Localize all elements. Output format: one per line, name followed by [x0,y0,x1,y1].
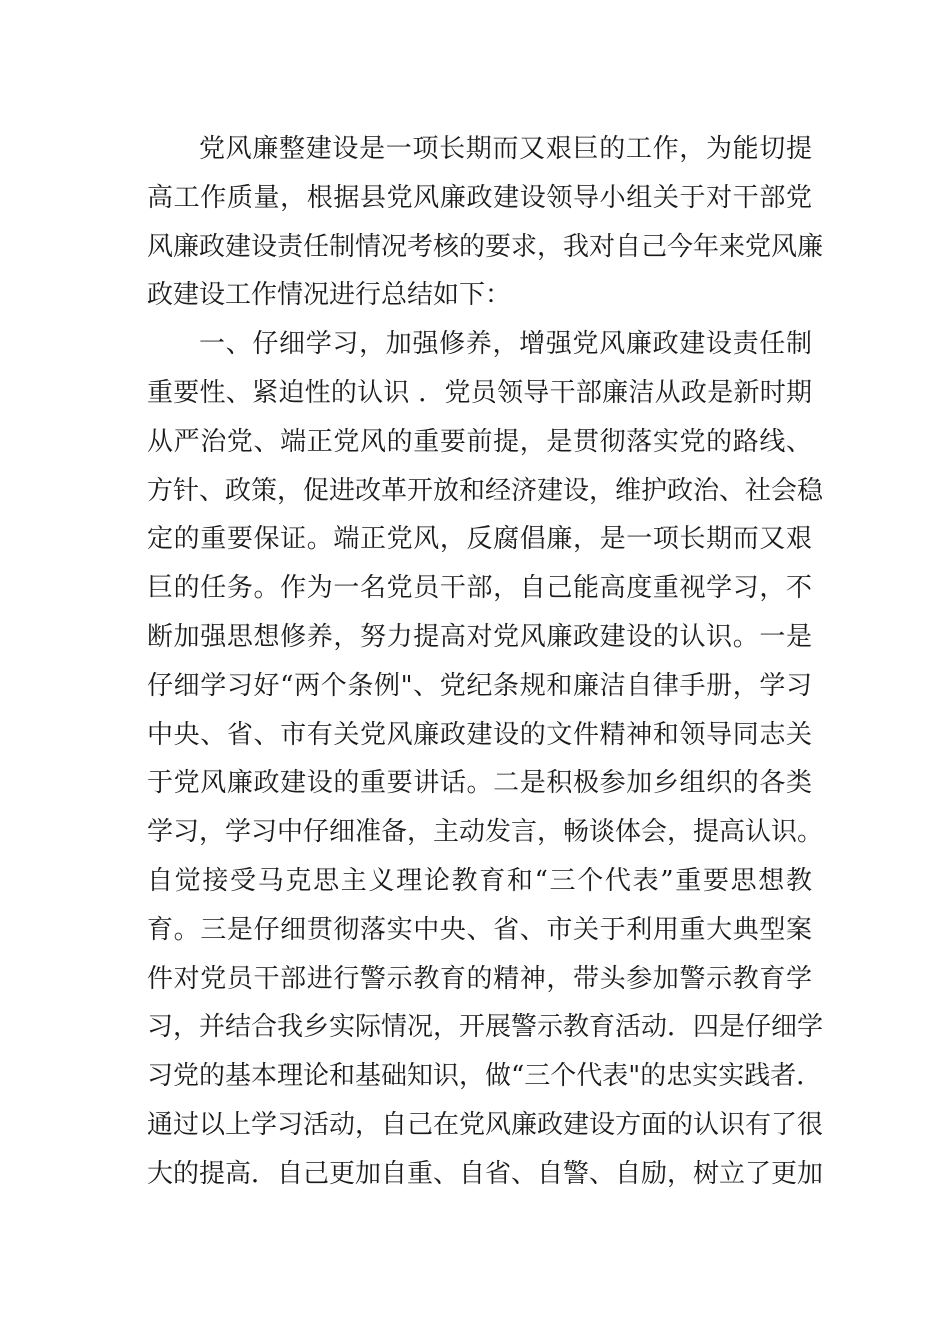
text-line: 育。三是仔细贯彻落实中央、省、市关于利用重大典型案 [147,914,812,945]
text-line: 件对党员干部进行警示教育的精神，带头参加警示教育学 [147,963,812,994]
text-line: 巨的任务。作为一名党员干部，自己能高度重视学习，不 [147,573,812,604]
text-line: 方针、政策，促进改革开放和经济建设，维护政治、社会稳 [147,475,824,506]
text-line: 重要性、紧迫性的认识 ．党员领导干部廉洁从政是新时期 [147,377,812,408]
text-line: 政建设工作情况进行总结如下： [147,280,512,311]
text-line: 自觉接受马克思主义理论教育和“三个代表”重要思想教 [147,865,812,896]
text-line: 断加强思想修养，努力提高对党风廉政建设的认识。一是 [147,621,812,652]
text-line: 习，并结合我乡实际情况，开展警示教育活动．四是仔细学 [147,1012,824,1043]
text-line: 习党的基本理论和基础知识，做“三个代表"的忠实实践者． [147,1061,823,1092]
text-line: 从严治党、端正党风的重要前提，是贯彻落实党的路线、 [147,426,812,457]
text-line: 仔细学习好“两个条例"、党纪条规和廉洁自律手册，学习 [147,670,812,701]
text-line: 风廉政建设责任制情况考核的要求，我对自己今年来党风廉 [147,231,824,262]
text-line: 学习，学习中仔细准备，主动发言，畅谈体会，提高认识。 [147,817,824,848]
text-line: 高工作质量，根据县党风廉政建设领导小组关于对干部党 [147,182,812,213]
text-line: 于党风廉政建设的重要讲话。二是积极参加乡组织的各类 [147,768,812,799]
text-line: 党风廉整建设是一项长期而又艰巨的工作，为能切提 [199,134,812,164]
text-line: 定的重要保证。端正党风，反腐倡廉，是一项长期而又艰 [147,524,812,555]
text-line: 一、仔细学习，加强修养，增强党风廉政建设责任制 [199,329,812,360]
paragraph-section-one [147,320,824,1198]
text-line: 通过以上学习活动，自己在党风廉政建设方面的认识有了很 [147,1109,824,1140]
text-line: 大的提高．自己更加自重、自省、自警、自励，树立了更加 [147,1158,824,1189]
body-text [147,125,824,1199]
text-line: 中央、省、市有关党风廉政建设的文件精神和领导同志关 [147,719,812,750]
paragraph-intro [147,125,824,320]
